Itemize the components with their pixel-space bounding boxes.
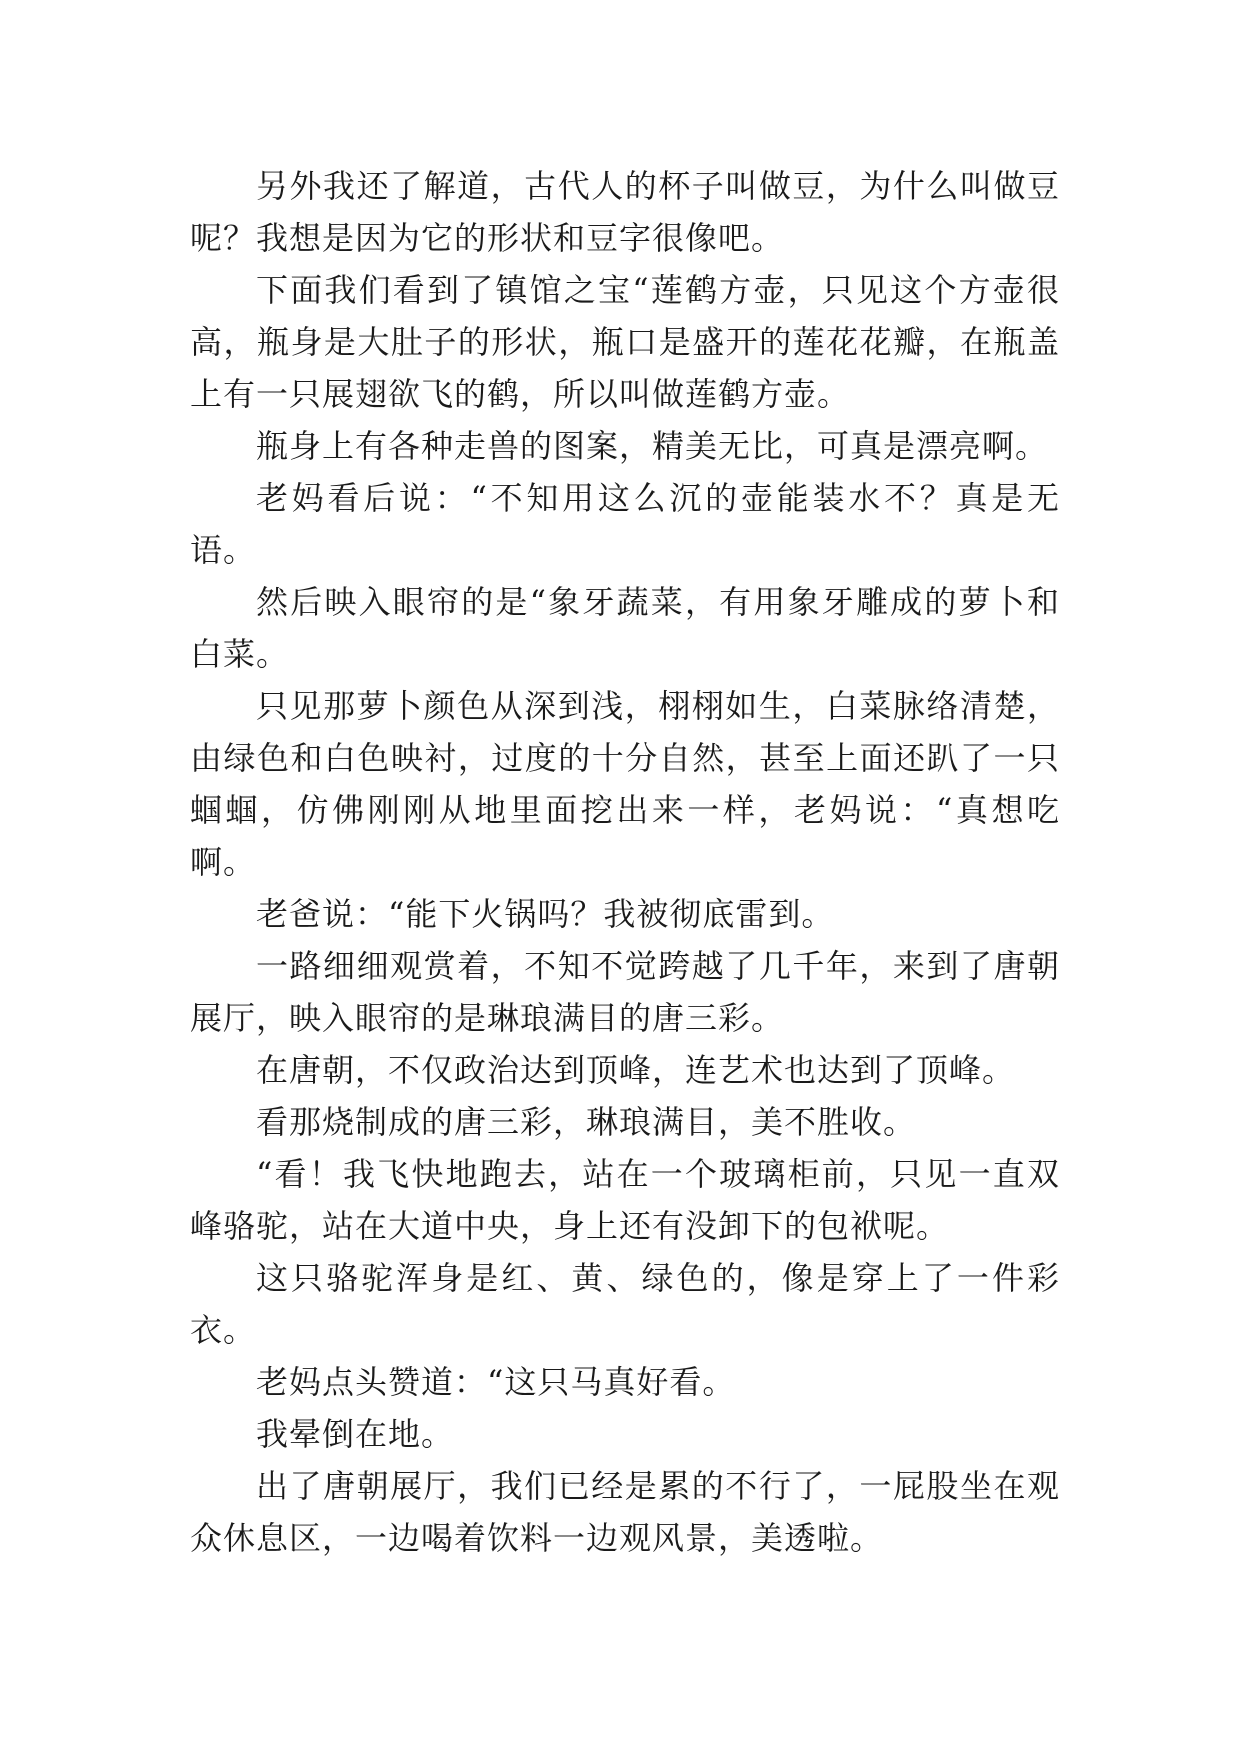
paragraph: 我晕倒在地。 xyxy=(256,1415,455,1453)
paragraph: 这只骆驼浑身是红、黄、绿色的，像是穿上了一件彩衣。 xyxy=(190,1259,1060,1349)
document-body xyxy=(190,160,1060,1564)
paragraph: 另外我还了解道，古代人的杯子叫做豆，为什么叫做豆呢？我想是因为它的形状和豆字很像吧。 xyxy=(190,167,1060,257)
paragraph: 老爸说：“能下火锅吗？我被彻底雷到。 xyxy=(256,895,835,933)
paragraph: 老妈点头赞道：“这只马真好看。 xyxy=(256,1363,736,1401)
paragraph: 一路细细观赏着，不知不觉跨越了几千年，来到了唐朝展厅，映入眼帘的是琳琅满目的唐三彩。 xyxy=(190,947,1060,1037)
paragraph: 看那烧制成的唐三彩，琳琅满目，美不胜收。 xyxy=(256,1103,917,1141)
paragraph: 然后映入眼帘的是“象牙蔬菜，有用象牙雕成的萝卜和白菜。 xyxy=(190,583,1060,673)
paragraph: 在唐朝，不仅政治达到顶峰，连艺术也达到了顶峰。 xyxy=(256,1051,1016,1089)
paragraph: 下面我们看到了镇馆之宝“莲鹤方壶，只见这个方壶很高，瓶身是大肚子的形状，瓶口是盛开的莲花花瓣，在瓶盖上有一只展翅欲飞的鹤，所以叫做莲鹤方壶。 xyxy=(190,271,1060,413)
paragraph: 只见那萝卜颜色从深到浅，栩栩如生，白菜脉络清楚，由绿色和白色映衬，过度的十分自然，甚至上面还趴了一只蝈蝈，仿佛刚刚从地里面挖出来一样，老妈说：“真想吃啊。 xyxy=(190,687,1060,881)
paragraph: 老妈看后说：“不知用这么沉的壶能装水不？真是无语。 xyxy=(190,479,1060,569)
paragraph: 出了唐朝展厅，我们已经是累的不行了，一屁股坐在观众休息区，一边喝着饮料一边观风景，美透啦。 xyxy=(190,1467,1060,1557)
paragraph: 瓶身上有各种走兽的图案，精美无比，可真是漂亮啊。 xyxy=(256,427,1049,465)
paragraph: “看！我飞快地跑去，站在一个玻璃柜前，只见一直双峰骆驼，站在大道中央，身上还有没卸下的包袱呢。 xyxy=(190,1155,1060,1245)
